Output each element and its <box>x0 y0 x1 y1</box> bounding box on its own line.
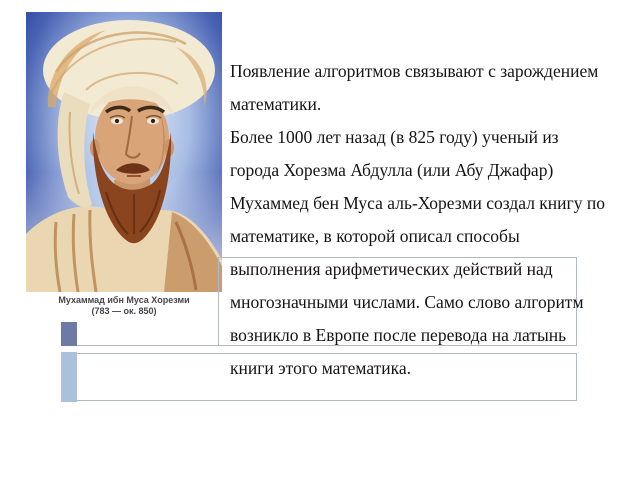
text-line: возникло в Европе после перевода на латынь <box>230 325 567 345</box>
text-line: многозначными числами. Само слово алгоритм <box>230 292 584 312</box>
text-frame-upper-extension <box>76 345 219 346</box>
portrait-caption-name: Мухаммад ибн Муса Хорезми <box>58 295 190 305</box>
decor-square-dark <box>61 322 77 346</box>
portrait-caption <box>26 295 222 317</box>
text-line: выполнения арифметических действий над <box>230 259 553 279</box>
text-line: Мухаммед бен Муса аль-Хорезми создал книгу по <box>230 193 605 213</box>
text-line: Более 1000 лет назад (в 825 году) ученый из <box>230 127 559 147</box>
text-line: книги этого математика. <box>230 358 412 378</box>
text-line: математики. <box>230 94 322 114</box>
text-line: математике, в которой описал способы <box>230 226 520 246</box>
decor-square-light <box>61 352 77 402</box>
portrait-image <box>26 12 222 292</box>
portrait-caption-dates: (783 — ок. 850) <box>91 306 157 316</box>
text-line: Появление алгоритмов связывают с зарождением <box>230 61 599 81</box>
text-line: города Хорезма Абдулла (или Абу Джафар) <box>230 160 554 180</box>
slide-body-text <box>230 55 605 385</box>
